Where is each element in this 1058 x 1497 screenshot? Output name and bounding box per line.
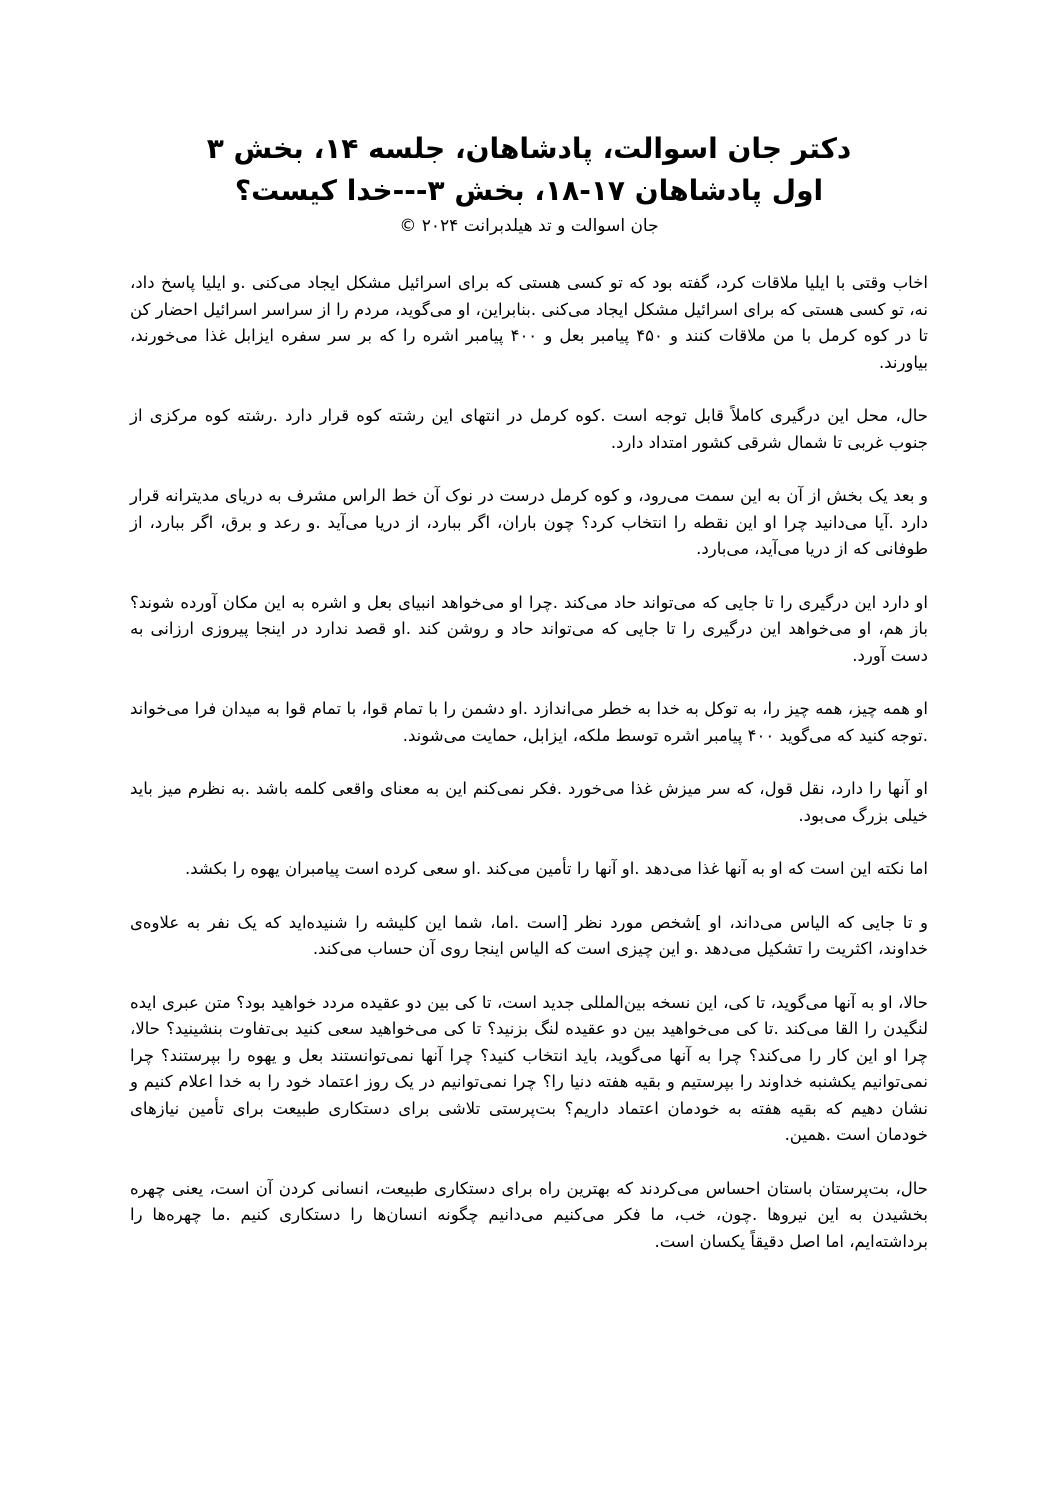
document-title-line-2: اول پادشاهان ۱۷-۱۸، بخش ۳---خدا کیست؟ xyxy=(234,174,824,207)
paragraph-3: و بعد یک بخش از آن به این سمت می‌رود، و کوه کرمل درست در نوک آن خط الراس مشرف به دریای مدیترانه قرار دارد .آیا می‌دانید چرا او این نقطه را انتخاب کرد؟ چون باران، اگر ببارد، از دریا می‌آید .و رعد و برق، اگر ببارد، از طوفانی که از دریا می‌آید، می‌بارد. xyxy=(130,486,928,558)
paragraph-9: حالا، او به آنها می‌گوید، تا کی، این نسخه بین‌المللی جدید است، تا کی بین دو عقیده مردد خواهید بود؟ متن عبری ایده لنگیدن را القا می‌کند .تا کی می‌خواهید بین دو عقیده لنگ بزنید؟ تا کی می‌خواهید سعی کنید بی‌تفاوت بنشینید؟ حالا، چرا او این کار را می‌کند؟ چرا به آنها می‌گوید، باید انتخاب کنید؟ چرا آنها نمی‌توانستند بعل و یهوه را بپرستند؟ چرا نمی‌توانیم یکشنبه خداوند را بپرستیم و بقیه هفته دنیا را؟ چرا نمی‌توانیم در یک روز اعتماد خود را به خدا اعلام کنیم و نشان دهیم که بقیه هفته به خودمان اعتماد داریم؟ بت‌پرستی تلاشی برای دستکاری طبیعت برای تأمین نیازهای خودمان است .همین. xyxy=(130,992,928,1144)
paragraph-6: او آنها را دارد، نقل قول، که سر میزش غذا می‌خورد .فکر نمی‌کنم این به معنای واقعی کلمه باشد .به نظرم میز باید خیلی بزرگ می‌بود. xyxy=(130,779,928,825)
title-block xyxy=(130,128,928,240)
copyright-line: جان اسوالت و تد هیلدبرانت ۲۰۲۴ © xyxy=(399,216,659,236)
document-title-line-1: دکتر جان اسوالت، پادشاهان، جلسه ۱۴، بخش ۳ xyxy=(206,132,852,165)
paragraph-10: حال، بت‌پرستان باستان احساس می‌کردند که بهترین راه برای دستکاری طبیعت، انسانی کردن آن است، یعنی چهره بخشیدن به این نیروها .چون، خب، ما فکر می‌کنیم می‌دانیم چگونه انسان‌ها را دستکاری کنیم .ما چهره‌ها را برداشته‌ایم، اما اصل دقیقاً یکسان است. xyxy=(130,1178,928,1251)
paragraph-1: اخاب وقتی با ایلیا ملاقات کرد، گفته بود که تو کسی هستی که برای اسرائیل مشکل ایجاد می‌کنی .و ایلیا پاسخ داد، نه، تو کسی هستی که برای اسرائیل مشکل ایجاد می‌کنی .بنابراین، او می‌گوید، مردم را از سراسر اسرائیل احضار کن تا در کوه کرمل با من ملاقات کنند و ۴۵۰ پیامبر بعل و ۴۰۰ پیامبر اشره را که بر سر سفره ایزابل غذا می‌خورند، بیاورند. xyxy=(130,273,928,372)
paragraph-5: او همه چیز، همه چیز را، به توکل به خدا به خطر می‌اندازد .او دشمن را با تمام قوا، با تمام قوا به میدان فرا می‌خواند .توجه کنید که می‌گوید ۴۰۰ پیامبر اشره توسط ملکه، ایزابل، حمایت می‌شوند. xyxy=(130,699,928,745)
paragraph-7: اما نکته این است که او به آنها غذا می‌دهد .او آنها را تأمین می‌کند .او سعی کرده است پیامبران یهوه را بکشد. xyxy=(185,859,928,878)
paragraph-4: او دارد این درگیری را تا جایی که می‌تواند حاد می‌کند .چرا او می‌خواهد انبیای بعل و اشره به این مکان آورده شوند؟ باز هم، او می‌خواهد این درگیری را تا جایی که می‌تواند حاد و روشن کند .او قصد ندارد در اینجا پیروزی ارزانی به دست آورد. xyxy=(130,592,928,665)
paragraph-8: و تا جایی که الیاس می‌داند، او ]شخص مورد نظر [است .اما، شما این کلیشه را شنیده‌اید که یک نفر به علاوه‌ی خداوند، اکثریت را تشکیل می‌دهد .و این چیزی است که الیاس اینجا روی آن حساب می‌کند. xyxy=(130,912,928,958)
paragraph-2: حال، محل این درگیری کاملاً قابل توجه است .کوه کرمل در انتهای این رشته کوه قرار دارد .رشته کوه مرکزی از جنوب غربی تا شمال شرقی کشور امتداد دارد. xyxy=(130,406,928,452)
document-body xyxy=(130,270,928,1255)
